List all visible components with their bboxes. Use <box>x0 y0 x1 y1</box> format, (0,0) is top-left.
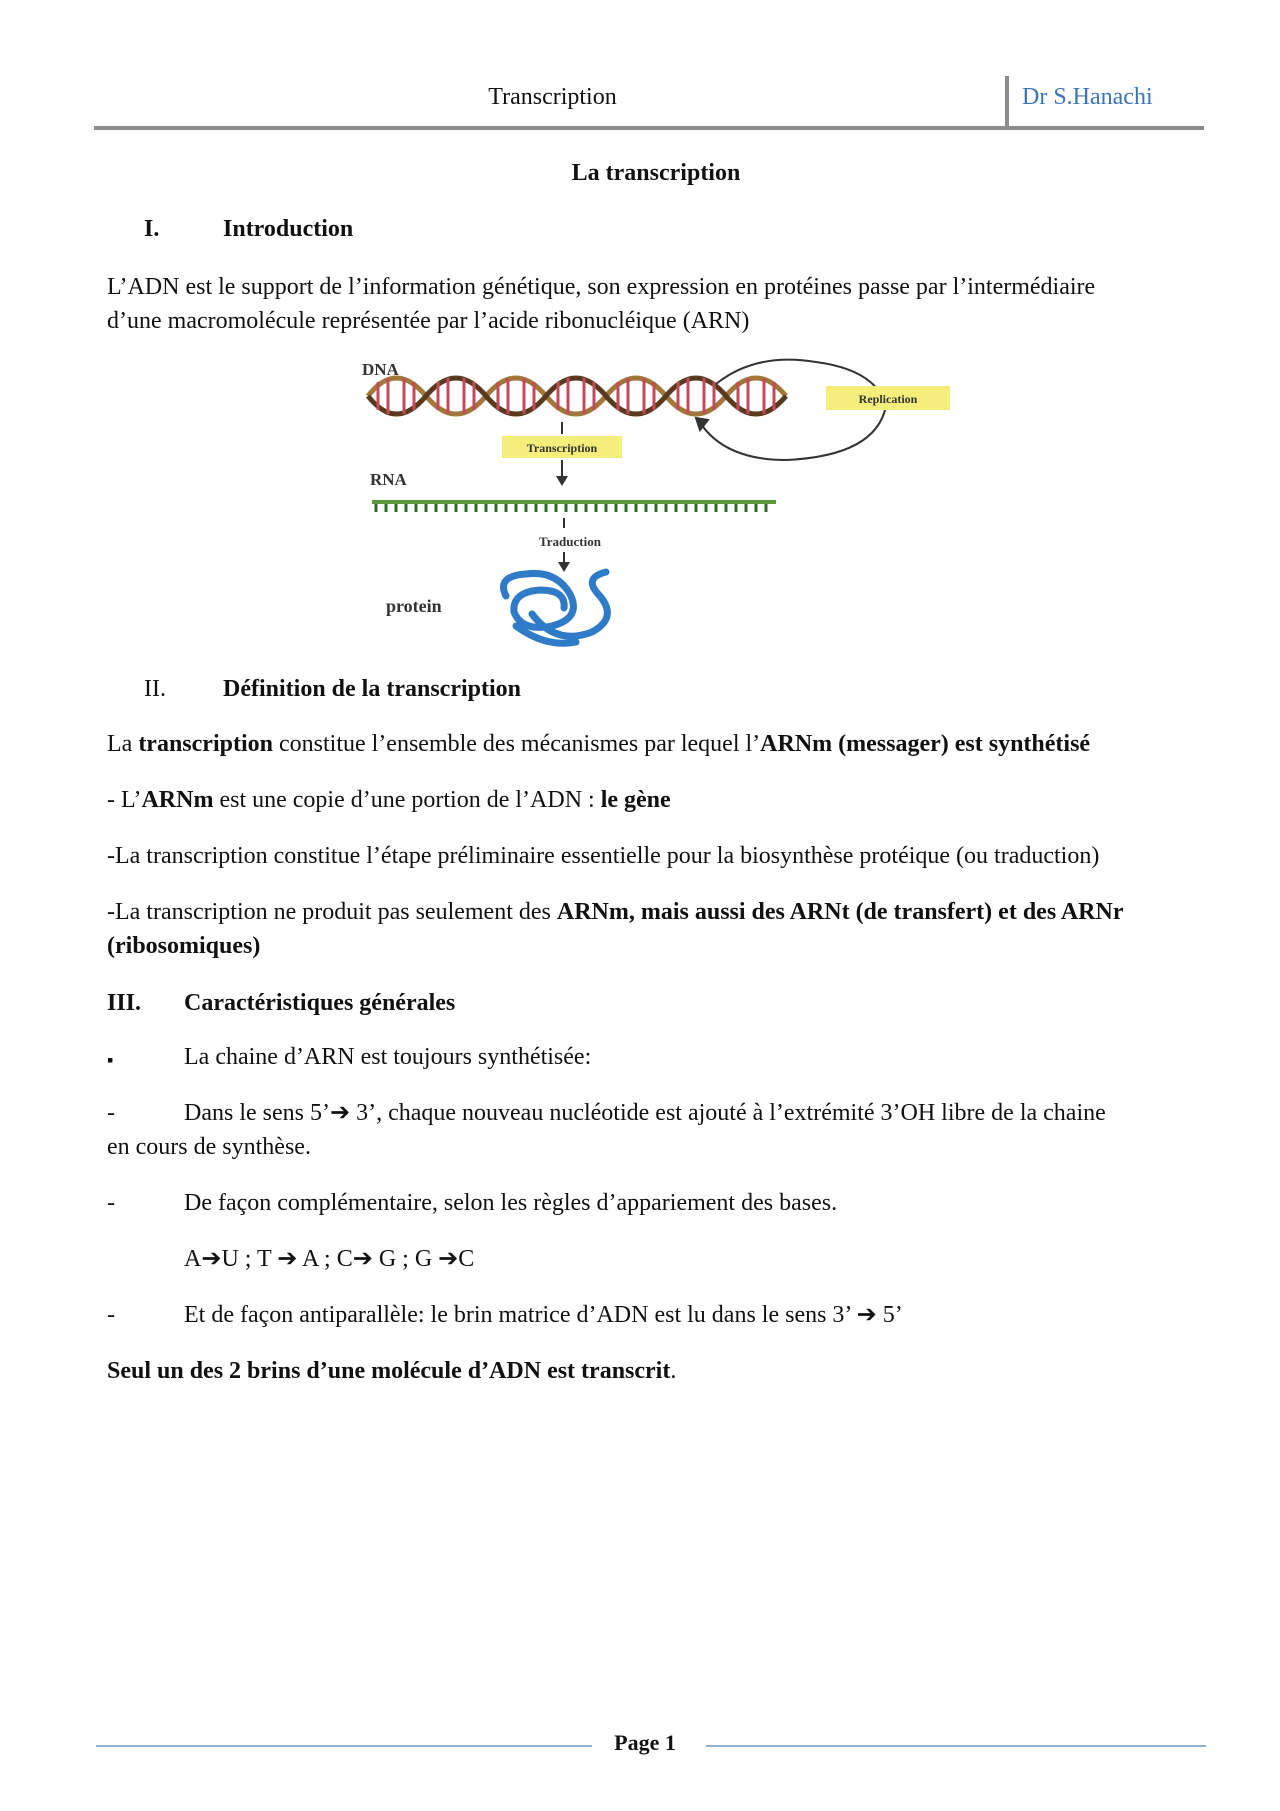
protein-label: protein <box>386 596 442 616</box>
section-heading-definition: Définition de la transcription <box>223 676 521 702</box>
intro-paragraph-line1: L’ADN est le support de l’information génétique, son expression en protéines passe par l’intermédiaire <box>107 274 1096 300</box>
dna-label: DNA <box>362 360 399 379</box>
rna-strand-icon <box>372 500 776 512</box>
down-arrow-icon <box>556 476 568 486</box>
central-dogma-figure <box>356 356 956 656</box>
antiparallel-item: Et de façon antiparallèle: le brin matrice d’ADN est lu dans le sens 3’ ➔ 5’ <box>184 1302 903 1328</box>
header-divider <box>1005 76 1009 128</box>
down-arrow-icon <box>558 562 570 572</box>
dash-marker: - <box>107 1100 115 1126</box>
transcription-label: Transcription <box>526 441 598 455</box>
direction-item-line2: en cours de synthèse. <box>107 1134 311 1160</box>
definition-paragraph: La transcription constitue l’ensemble des mécanismes par lequel l’ARNm (messager) est synthétisé <box>107 731 1091 757</box>
dna-helix-icon <box>368 378 786 414</box>
rna-label: RNA <box>370 470 407 489</box>
protein-fold-icon <box>504 572 608 643</box>
complementarity-item: De façon complémentaire, selon les règles d’appariement des bases. <box>184 1190 838 1216</box>
traduction-label: Traduction <box>539 534 601 549</box>
section-number: II. <box>144 676 166 702</box>
bullet-icon: ▪ <box>107 1050 114 1070</box>
page-title: La transcription <box>571 160 741 186</box>
dash-marker: - <box>107 1302 115 1328</box>
header-rule <box>94 126 1204 130</box>
rna-types-paragraph: -La transcription ne produit pas seulement des ARNm, mais aussi des ARNt (de transfert) et des ARNr (ribosomiques) <box>107 899 1124 959</box>
base-pairing-rules: A➔U ; T ➔ A ; C➔ G ; G ➔C <box>184 1246 475 1272</box>
section-heading-introduction: Introduction <box>223 216 354 242</box>
replication-label: Replication <box>858 392 918 406</box>
arnm-paragraph: - L’ARNm est une copie d’une portion de l’ADN : le gène <box>107 787 671 813</box>
intro-paragraph-line2: d’une macromolécule représentée par l’acide ribonucléique (ARN) <box>107 308 750 334</box>
dash-marker: - <box>107 1190 115 1216</box>
header-author: Dr S.Hanachi <box>1022 84 1153 110</box>
header-title: Transcription <box>488 84 617 110</box>
direction-item-line1: Dans le sens 5’➔ 3’, chaque nouveau nucléotide est ajouté à l’extrémité 3’OH libre de la chaine <box>184 1100 1106 1126</box>
preliminary-step-paragraph: -La transcription constitue l’étape préliminaire essentielle pour la biosynthèse protéique (ou traduction) <box>107 843 1100 869</box>
section-heading-characteristics: Caractéristiques générales <box>184 990 456 1016</box>
conclusion: Seul un des 2 brins d’une molécule d’ADN est transcrit. <box>107 1358 677 1384</box>
section-number: I. <box>144 216 160 242</box>
footer-rule-left <box>96 1745 592 1747</box>
bullet-text: La chaine d’ARN est toujours synthétisée: <box>184 1044 592 1070</box>
section-number: III. <box>107 990 142 1016</box>
footer-rule-right <box>706 1745 1206 1747</box>
page-number: Page 1 <box>614 1730 676 1755</box>
